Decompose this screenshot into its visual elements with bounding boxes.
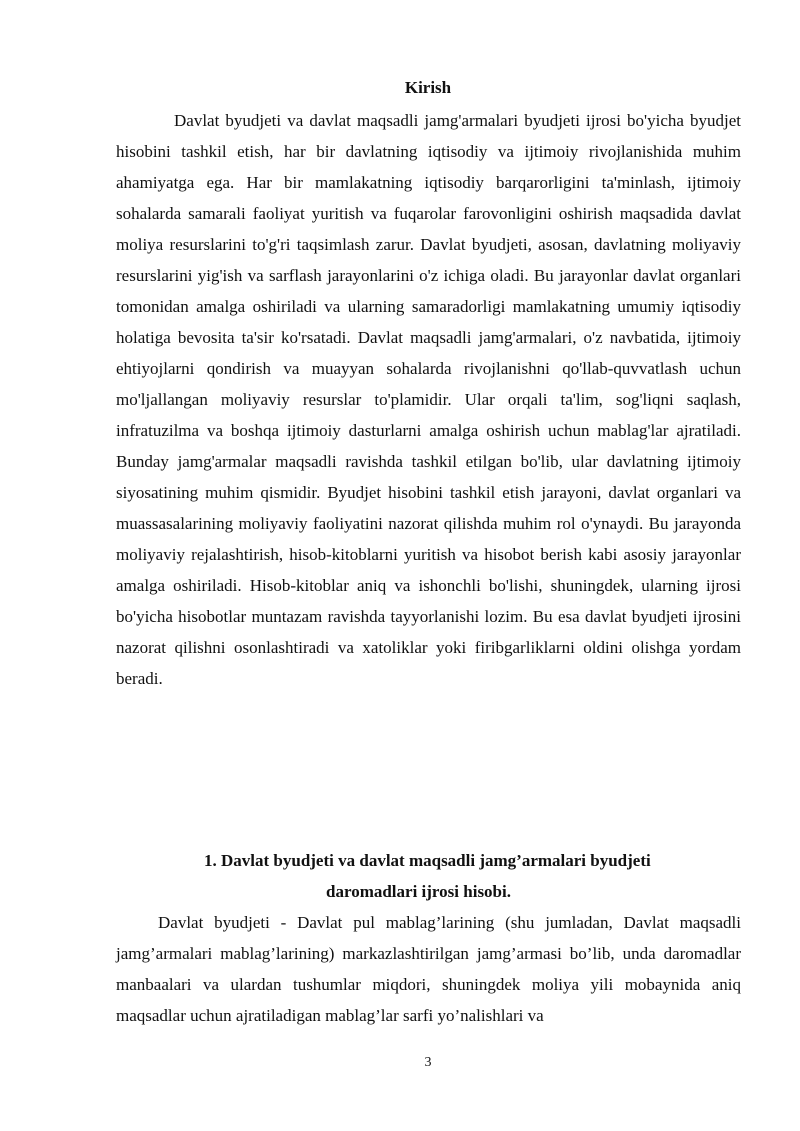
intro-paragraph: Davlat byudjeti va davlat maqsadli jamg'armalari byudjeti ijrosi bo'yicha byudjet hisobini tashkil etish, har bir davlatning iqtisodiy va ijtimoiy rivojlanishida muhim ahamiyatga ega. Har bir mamlakatning iqtisodiy barqarorligini ta'minlash, ijtimoiy sohalarda samarali faoliyat yuritish va fuqarolar farovonligini oshirish maqsadida davlat moliya resurslarini to'g'ri taqsimlash zarur. Davlat byudjeti, asosan, davlatning moliyaviy resurslarini yig'ish va sarflash jarayonlarini o'z ichiga oladi. Bu jarayonlar davlat organlari tomonidan amalga oshiriladi va ularning samaradorligi mamlakatning umumiy iqtisodiy holatiga bevosita ta'sir ko'rsatadi. Davlat maqsadli jamg'armalari, o'z navbatida, ijtimoiy ehtiyojlarni qondirish va muayyan sohalarda rivojlanishni qo'llab-quvvatlash uchun mo'ljallangan moliyaviy resurslar to'plamidir. Ular orqali ta'lim, sog'liqni saqlash, infratuzilma va boshqa ijtimoiy dasturlarni amalga oshirish uchun mablag'lar ajratiladi. Bunday jamg'armalar maqsadli ravishda tashkil etilgan bo'lib, ular davlatning ijtimoiy siyosatining muhim qismidir. Byudjet hisobini tashkil etish jarayoni, davlat organlari va muassasalarining moliyaviy faoliyatini nazorat qilishda muhim rol o'ynaydi. Bu jarayonda moliyaviy rejalashtirish, hisob-kitoblarni yuritish va hisobot berish kabi asosiy jarayonlar amalga oshiriladi. Hisob-kitoblar aniq va ishonchli bo'lishi, shuningdek, ularning ijrosi bo'yicha hisobotlar muntazam ravishda tayyorlanishi lozim. Bu esa davlat byudjeti ijrosini nazorat qilishni osonlashtiradi va xatoliklar yoki firibgarliklarni oldini olishga yordam beradi. [116,111,741,688]
section-heading-line1: 1. Davlat byudjeti va davlat maqsadli jamg’armalari byudjeti [204,851,651,870]
section-heading [116,845,741,907]
section-heading-line2: daromadlari ijrosi hisobi. [326,882,511,901]
intro-title: Kirish [404,78,452,97]
section-paragraph: Davlat byudjeti - Davlat pul mablag’larining (shu jumladan, Davlat maqsadli jamg’armalari mablag’larining) markazlashtirilgan jamg’armasi bo’lib, unda daromadlar manbaalari va ulardan tushumlar miqdori, shuningdek moliya yili mobaynida aniq maqsadlar uchun ajratiladigan mablag’lar sarfi yo’nalishlari va [116,913,741,1025]
page-number: 3 [424,1055,432,1070]
